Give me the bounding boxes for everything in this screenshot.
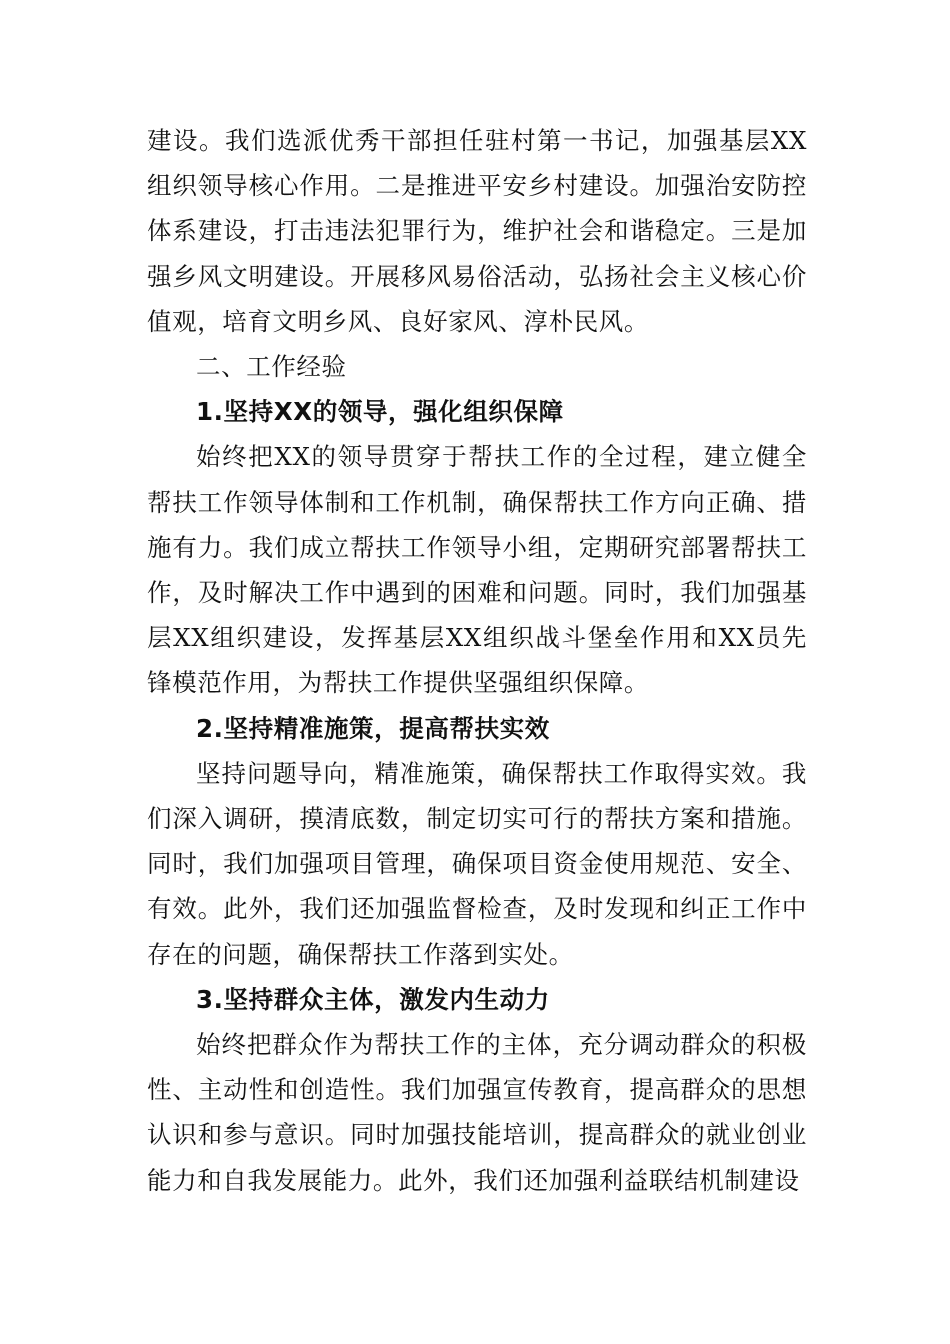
item-2-heading: 2.坚持精准施策，提高帮扶实效 (196, 713, 550, 743)
item-3-heading: 3.坚持群众主体，激发内生动力 (196, 984, 550, 1014)
document-page (147, 118, 807, 1203)
item-2-body: 坚持问题导向，精准施策，确保帮扶工作取得实效。我们深入调研，摸清底数，制定切实可行的帮扶方案和措施。同时，我们加强项目管理，确保项目资金使用规范、安全、有效。此外，我们还加强监督检查，及时发现和纠正工作中存在的问题，确保帮扶工作落到实处。 (147, 758, 807, 969)
item-1-heading: 1.坚持XX的领导，强化组织保障 (196, 397, 564, 427)
continuation-paragraph: 建设。我们选派优秀干部担任驻村第一书记，加强基层XX组织领导核心作用。二是推进平安乡村建设。加强治安防控体系建设，打击违法犯罪行为，维护社会和谐稳定。三是加强乡风文明建设。开展移风易俗活动，弘扬社会主义核心价值观，培育文明乡风、良好家风、淳朴民风。 (147, 126, 807, 336)
item-1-body: 始终把XX的领导贯穿于帮扶工作的全过程，建立健全帮扶工作领导体制和工作机制，确保帮扶工作方向正确、措施有力。我们成立帮扶工作领导小组，定期研究部署帮扶工作，及时解决工作中遇到的困难和问题。同时，我们加强基层XX组织建设，发挥基层XX组织战斗堡垒作用和XX员先锋模范作用，为帮扶工作提供坚强组织保障。 (147, 442, 807, 698)
section-heading: 二、工作经验 (196, 352, 347, 382)
item-3-body: 始终把群众作为帮扶工作的主体，充分调动群众的积极性、主动性和创造性。我们加强宣传教育，提高群众的思想认识和参与意识。同时加强技能培训，提高群众的就业创业能力和自我发展能力。此外，我们还加强利益联结机制建设 (147, 1030, 807, 1195)
